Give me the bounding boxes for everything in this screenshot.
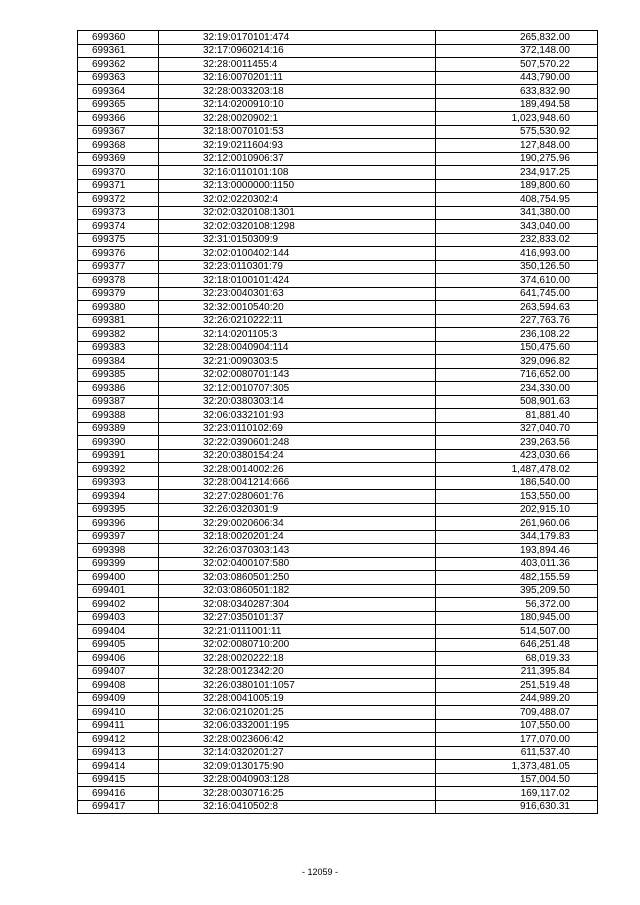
- cadastral-number-cell: 32:28:0023606:42: [159, 733, 436, 747]
- table-row: [78, 760, 598, 774]
- row-id-cell: 699403: [78, 611, 159, 625]
- table-body: [78, 31, 598, 814]
- amount-cell: 514,507.00: [436, 625, 598, 639]
- table-row: [78, 611, 598, 625]
- table-row: [78, 125, 598, 139]
- cadastral-number-cell: 32:09:0130175:90: [159, 760, 436, 774]
- row-id-cell: 699397: [78, 530, 159, 544]
- amount-cell: 150,475.60: [436, 341, 598, 355]
- amount-cell: 916,630.31: [436, 800, 598, 814]
- row-id-cell: 699391: [78, 449, 159, 463]
- row-id-cell: 699415: [78, 773, 159, 787]
- row-id-cell: 699408: [78, 679, 159, 693]
- table-row: [78, 328, 598, 342]
- amount-cell: 169,117.02: [436, 787, 598, 801]
- table-row: [78, 517, 598, 531]
- amount-cell: 372,148.00: [436, 44, 598, 58]
- cadastral-number-cell: 32:28:0020902:1: [159, 112, 436, 126]
- amount-cell: 211,395.84: [436, 665, 598, 679]
- cadastral-number-cell: 32:06:0332101:93: [159, 409, 436, 423]
- row-id-cell: 699407: [78, 665, 159, 679]
- cadastral-number-cell: 32:03:0860501:182: [159, 584, 436, 598]
- row-id-cell: 699376: [78, 247, 159, 261]
- row-id-cell: 699395: [78, 503, 159, 517]
- row-id-cell: 699387: [78, 395, 159, 409]
- table-row: [78, 719, 598, 733]
- amount-cell: 177,070.00: [436, 733, 598, 747]
- amount-cell: 81,881.40: [436, 409, 598, 423]
- table-row: [78, 247, 598, 261]
- row-id-cell: 699401: [78, 584, 159, 598]
- row-id-cell: 699398: [78, 544, 159, 558]
- row-id-cell: 699396: [78, 517, 159, 531]
- cadastral-number-cell: 32:22:0390601:248: [159, 436, 436, 450]
- row-id-cell: 699409: [78, 692, 159, 706]
- amount-cell: 180,945.00: [436, 611, 598, 625]
- amount-cell: 186,540.00: [436, 476, 598, 490]
- row-id-cell: 699370: [78, 166, 159, 180]
- table-row: [78, 598, 598, 612]
- cadastral-number-cell: 32:02:0080710:200: [159, 638, 436, 652]
- cadastral-number-cell: 32:27:0280601:76: [159, 490, 436, 504]
- row-id-cell: 699365: [78, 98, 159, 112]
- table-row: [78, 287, 598, 301]
- cadastral-number-cell: 32:23:0110301:79: [159, 260, 436, 274]
- amount-cell: 193,894.46: [436, 544, 598, 558]
- row-id-cell: 699368: [78, 139, 159, 153]
- cadastral-number-cell: 32:28:0011455:4: [159, 58, 436, 72]
- cadastral-number-cell: 32:32:0010540:20: [159, 301, 436, 315]
- amount-cell: 611,537.40: [436, 746, 598, 760]
- row-id-cell: 699392: [78, 463, 159, 477]
- amount-cell: 261,960.06: [436, 517, 598, 531]
- table-row: [78, 476, 598, 490]
- table-row: [78, 409, 598, 423]
- cadastral-number-cell: 32:02:0400107:580: [159, 557, 436, 571]
- table-row: [78, 233, 598, 247]
- table-row: [78, 571, 598, 585]
- cadastral-number-cell: 32:06:0332001:195: [159, 719, 436, 733]
- amount-cell: 633,832.90: [436, 85, 598, 99]
- row-id-cell: 699410: [78, 706, 159, 720]
- table-row: [78, 679, 598, 693]
- row-id-cell: 699364: [78, 85, 159, 99]
- table-row: [78, 355, 598, 369]
- table-row: [78, 584, 598, 598]
- table-row: [78, 449, 598, 463]
- cadastral-number-cell: 32:26:0380101:1057: [159, 679, 436, 693]
- amount-cell: 423,030.66: [436, 449, 598, 463]
- table-row: [78, 152, 598, 166]
- cadastral-number-cell: 32:28:0012342:20: [159, 665, 436, 679]
- cadastral-number-cell: 32:02:0100402:144: [159, 247, 436, 261]
- row-id-cell: 699388: [78, 409, 159, 423]
- table-row: [78, 58, 598, 72]
- table-row: [78, 557, 598, 571]
- table-row: [78, 85, 598, 99]
- amount-cell: 244,989.20: [436, 692, 598, 706]
- table-row: [78, 746, 598, 760]
- amount-cell: 189,494.58: [436, 98, 598, 112]
- cadastral-number-cell: 32:16:0070201:11: [159, 71, 436, 85]
- table-row: [78, 638, 598, 652]
- row-id-cell: 699367: [78, 125, 159, 139]
- cadastral-number-cell: 32:28:0033203:18: [159, 85, 436, 99]
- row-id-cell: 699405: [78, 638, 159, 652]
- table-row: [78, 652, 598, 666]
- amount-cell: 234,330.00: [436, 382, 598, 396]
- table-row: [78, 490, 598, 504]
- table-row: [78, 625, 598, 639]
- amount-cell: 68,019.33: [436, 652, 598, 666]
- cadastral-number-cell: 32:18:0020201:24: [159, 530, 436, 544]
- cadastral-number-cell: 32:26:0370303:143: [159, 544, 436, 558]
- amount-cell: 395,209.50: [436, 584, 598, 598]
- row-id-cell: 699360: [78, 31, 159, 45]
- cadastral-number-cell: 32:26:0320301:9: [159, 503, 436, 517]
- row-id-cell: 699400: [78, 571, 159, 585]
- row-id-cell: 699379: [78, 287, 159, 301]
- row-id-cell: 699375: [78, 233, 159, 247]
- cadastral-number-cell: 32:28:0030716:25: [159, 787, 436, 801]
- table-row: [78, 733, 598, 747]
- amount-cell: 265,832.00: [436, 31, 598, 45]
- table-row: [78, 692, 598, 706]
- cadastral-number-cell: 32:18:0100101:424: [159, 274, 436, 288]
- amount-cell: 374,610.00: [436, 274, 598, 288]
- table-row: [78, 773, 598, 787]
- table-row: [78, 665, 598, 679]
- row-id-cell: 699363: [78, 71, 159, 85]
- page-number: - 12059 -: [301, 867, 339, 877]
- row-id-cell: 699378: [78, 274, 159, 288]
- row-id-cell: 699402: [78, 598, 159, 612]
- table-row: [78, 274, 598, 288]
- row-id-cell: 699377: [78, 260, 159, 274]
- cadastral-number-cell: 32:28:0040903:128: [159, 773, 436, 787]
- cadastral-number-cell: 32:21:0111001:11: [159, 625, 436, 639]
- table-row: [78, 179, 598, 193]
- amount-cell: 508,901.63: [436, 395, 598, 409]
- table-row: [78, 341, 598, 355]
- cadastral-number-cell: 32:13:0000000:1150: [159, 179, 436, 193]
- table-row: [78, 71, 598, 85]
- cadastral-number-cell: 32:19:0170101:474: [159, 31, 436, 45]
- amount-cell: 443,790.00: [436, 71, 598, 85]
- row-id-cell: 699384: [78, 355, 159, 369]
- amount-cell: 344,179.83: [436, 530, 598, 544]
- cadastral-number-cell: 32:14:0201105:3: [159, 328, 436, 342]
- table-row: [78, 503, 598, 517]
- table-row: [78, 382, 598, 396]
- row-id-cell: 699362: [78, 58, 159, 72]
- cadastral-number-cell: 32:12:0010906:37: [159, 152, 436, 166]
- amount-cell: 507,570.22: [436, 58, 598, 72]
- cadastral-number-cell: 32:08:0340287:304: [159, 598, 436, 612]
- cadastral-number-cell: 32:03:0860501:250: [159, 571, 436, 585]
- table-row: [78, 206, 598, 220]
- table-row: [78, 800, 598, 814]
- cadastral-number-cell: 32:18:0070101:53: [159, 125, 436, 139]
- row-id-cell: 699371: [78, 179, 159, 193]
- amount-cell: 1,373,481.05: [436, 760, 598, 774]
- cadastral-number-cell: 32:02:0080701:143: [159, 368, 436, 382]
- table-row: [78, 139, 598, 153]
- row-id-cell: 699399: [78, 557, 159, 571]
- cadastral-number-cell: 32:31:0150309:9: [159, 233, 436, 247]
- amount-cell: 1,023,948.60: [436, 112, 598, 126]
- amount-cell: 646,251.48: [436, 638, 598, 652]
- amount-cell: 641,745.00: [436, 287, 598, 301]
- cadastral-number-cell: 32:16:0110101:108: [159, 166, 436, 180]
- table-row: [78, 436, 598, 450]
- amount-cell: 189,800.60: [436, 179, 598, 193]
- cadastral-number-cell: 32:20:0380154:24: [159, 449, 436, 463]
- table-row: [78, 422, 598, 436]
- amount-cell: 127,848.00: [436, 139, 598, 153]
- amount-cell: 327,040.70: [436, 422, 598, 436]
- amount-cell: 157,004.50: [436, 773, 598, 787]
- row-id-cell: 699394: [78, 490, 159, 504]
- amount-cell: 408,754.95: [436, 193, 598, 207]
- row-id-cell: 699406: [78, 652, 159, 666]
- table-row: [78, 166, 598, 180]
- cadastral-number-cell: 32:20:0380303:14: [159, 395, 436, 409]
- row-id-cell: 699382: [78, 328, 159, 342]
- row-id-cell: 699414: [78, 760, 159, 774]
- amount-cell: 482,155.59: [436, 571, 598, 585]
- cadastral-number-cell: 32:28:0041005:19: [159, 692, 436, 706]
- table-row: [78, 368, 598, 382]
- row-id-cell: 699416: [78, 787, 159, 801]
- cadastral-number-cell: 32:23:0040301:63: [159, 287, 436, 301]
- cadastral-number-cell: 32:02:0320108:1298: [159, 220, 436, 234]
- amount-cell: 1,487,478.02: [436, 463, 598, 477]
- row-id-cell: 699372: [78, 193, 159, 207]
- amount-cell: 403,011.36: [436, 557, 598, 571]
- table-row: [78, 260, 598, 274]
- table-row: [78, 530, 598, 544]
- cadastral-number-cell: 32:12:0010707:305: [159, 382, 436, 396]
- table-row: [78, 463, 598, 477]
- row-id-cell: 699386: [78, 382, 159, 396]
- cadastral-number-cell: 32:29:0020606:34: [159, 517, 436, 531]
- cadastral-number-cell: 32:23:0110102:69: [159, 422, 436, 436]
- table-row: [78, 193, 598, 207]
- cadastral-number-cell: 32:28:0020222:18: [159, 652, 436, 666]
- cadastral-number-cell: 32:26:0210222:11: [159, 314, 436, 328]
- cadastral-number-cell: 32:19:0211604:93: [159, 139, 436, 153]
- row-id-cell: 699404: [78, 625, 159, 639]
- amount-cell: 575,530.92: [436, 125, 598, 139]
- table-row: [78, 31, 598, 45]
- data-table: [77, 30, 598, 814]
- table-row: [78, 98, 598, 112]
- cadastral-number-cell: 32:21:0090303:5: [159, 355, 436, 369]
- amount-cell: 234,917.25: [436, 166, 598, 180]
- cadastral-number-cell: 32:16:0410502:8: [159, 800, 436, 814]
- table-row: [78, 787, 598, 801]
- row-id-cell: 699385: [78, 368, 159, 382]
- amount-cell: 263,594.63: [436, 301, 598, 315]
- cadastral-number-cell: 32:14:0320201:27: [159, 746, 436, 760]
- row-id-cell: 699374: [78, 220, 159, 234]
- row-id-cell: 699393: [78, 476, 159, 490]
- cadastral-number-cell: 32:02:0320108:1301: [159, 206, 436, 220]
- amount-cell: 153,550.00: [436, 490, 598, 504]
- table-row: [78, 44, 598, 58]
- table-row: [78, 314, 598, 328]
- amount-cell: 251,519.48: [436, 679, 598, 693]
- amount-cell: 56,372.00: [436, 598, 598, 612]
- amount-cell: 341,380.00: [436, 206, 598, 220]
- amount-cell: 709,488.07: [436, 706, 598, 720]
- table-row: [78, 706, 598, 720]
- row-id-cell: 699373: [78, 206, 159, 220]
- row-id-cell: 699413: [78, 746, 159, 760]
- row-id-cell: 699412: [78, 733, 159, 747]
- amount-cell: 236,108.22: [436, 328, 598, 342]
- row-id-cell: 699369: [78, 152, 159, 166]
- amount-cell: 416,993.00: [436, 247, 598, 261]
- table-row: [78, 544, 598, 558]
- amount-cell: 190,275.96: [436, 152, 598, 166]
- table-row: [78, 395, 598, 409]
- cadastral-number-cell: 32:27:0350101:37: [159, 611, 436, 625]
- row-id-cell: 699411: [78, 719, 159, 733]
- cadastral-number-cell: 32:28:0040904:114: [159, 341, 436, 355]
- amount-cell: 232,833.02: [436, 233, 598, 247]
- cadastral-number-cell: 32:28:0041214:666: [159, 476, 436, 490]
- row-id-cell: 699389: [78, 422, 159, 436]
- amount-cell: 239,263.56: [436, 436, 598, 450]
- cadastral-number-cell: 32:06:0210201:25: [159, 706, 436, 720]
- cadastral-number-cell: 32:02:0220302:4: [159, 193, 436, 207]
- amount-cell: 350,126.50: [436, 260, 598, 274]
- row-id-cell: 699417: [78, 800, 159, 814]
- amount-cell: 227,763.76: [436, 314, 598, 328]
- row-id-cell: 699381: [78, 314, 159, 328]
- row-id-cell: 699380: [78, 301, 159, 315]
- amount-cell: 343,040.00: [436, 220, 598, 234]
- table-row: [78, 220, 598, 234]
- table-row: [78, 301, 598, 315]
- amount-cell: 329,096.82: [436, 355, 598, 369]
- row-id-cell: 699366: [78, 112, 159, 126]
- cadastral-number-cell: 32:14:0200910:10: [159, 98, 436, 112]
- amount-cell: 716,652.00: [436, 368, 598, 382]
- cadastral-number-cell: 32:17:0960214:16: [159, 44, 436, 58]
- row-id-cell: 699390: [78, 436, 159, 450]
- table-row: [78, 112, 598, 126]
- row-id-cell: 699383: [78, 341, 159, 355]
- amount-cell: 202,915.10: [436, 503, 598, 517]
- cadastral-number-cell: 32:28:0014002:26: [159, 463, 436, 477]
- amount-cell: 107,550.00: [436, 719, 598, 733]
- row-id-cell: 699361: [78, 44, 159, 58]
